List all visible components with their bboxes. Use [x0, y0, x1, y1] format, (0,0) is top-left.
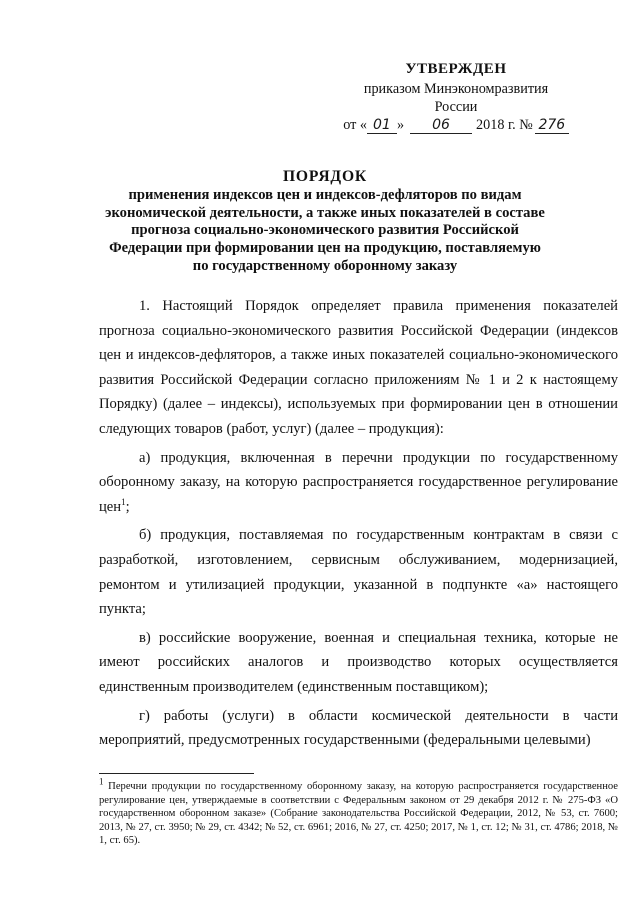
approval-order-line: приказом Минэкономразвития — [363, 81, 549, 97]
footnote-divider — [99, 773, 254, 774]
paragraph-a-text: а) продукция, включенная в перечни продукции по государственному оборонному заказу, на которую распространяется государственное регулирование цен — [99, 449, 618, 515]
footnote — [99, 776, 618, 848]
paragraph-v: в) российские вооружение, военная и специальная техника, которые не имеют российских аналогов и производство которых осуществляется единственным производителем (единственным поставщиком); — [99, 629, 618, 695]
approval-heading: УТВЕРЖДЕН — [405, 61, 507, 77]
date-month: 06 — [410, 118, 472, 134]
order-number: 276 — [535, 118, 569, 134]
paragraph-a-end: ; — [125, 498, 130, 515]
approval-ministry-line: России — [434, 99, 478, 115]
paragraph-1: 1. Настоящий Порядок определяет правила применения показателей прогноза социально-экономического развития Российской Федерации (индексов цен и индексов-дефляторов, а также иных показателей социально-экономического развития Российской Федерации согласно приложениям № 1 и 2 к настоящему Порядку) (далее – индексы), используемых при формировании цен в отношении следующих товаров (работ, услуг) (далее – продукция): — [99, 298, 618, 437]
date-year-text: 2018 г. № — [476, 117, 533, 133]
document-title — [100, 168, 550, 276]
footnote-ref[interactable]: 1 — [121, 496, 126, 507]
title-heading: ПОРЯДОК — [282, 168, 368, 185]
paragraph-g: г) работы (услуги) в области космической деятельности в части мероприятий, предусмотренных государственными (федеральными целевыми) — [99, 707, 618, 749]
date-quote-close: » — [396, 117, 405, 133]
title-subtitle: применения индексов цен и индексов-дефляторов по видам экономической деятельности, а также иных показателей в составе прогноза социально-экономического развития Российской Федерации при формировании цен на продукцию, поставляемую по государственному оборонному заказу — [105, 186, 545, 274]
date-day: 01 — [367, 118, 397, 134]
approval-date-line — [336, 116, 576, 134]
approval-block — [336, 60, 576, 134]
footnote-text: Перечни продукции по государственному оборонному заказу, на которую распространяется государственное регулирование цен, утверждаемые в соответствии с Федеральным законом от 29 декабря 2012 г. № 275-ФЗ «О государственном оборонном заказе» (Собрание законодательства Российской Федерации, 2012, № 53, ст. 7600; 2013, № 27, ст. 3950; № 29, ст. 4342; № 52, ст. 6961; 2016, № 27, ст. 4250; 2017, № 1, ст. 12; № 31, ст. 4786; 2018, № 1, ст. 65). — [99, 781, 618, 847]
paragraph-a — [99, 446, 618, 520]
paragraph-b: б) продукция, поставляемая по государственным контрактам в связи с разработкой, изготовлением, сервисным обслуживанием, модернизацией, ремонтом и утилизацией продукции, указанной в подпункте «а» настоящего пункта; — [99, 527, 618, 618]
document-body — [99, 294, 618, 753]
footnote-marker: 1 — [99, 776, 104, 787]
date-prefix: от « — [343, 117, 367, 133]
